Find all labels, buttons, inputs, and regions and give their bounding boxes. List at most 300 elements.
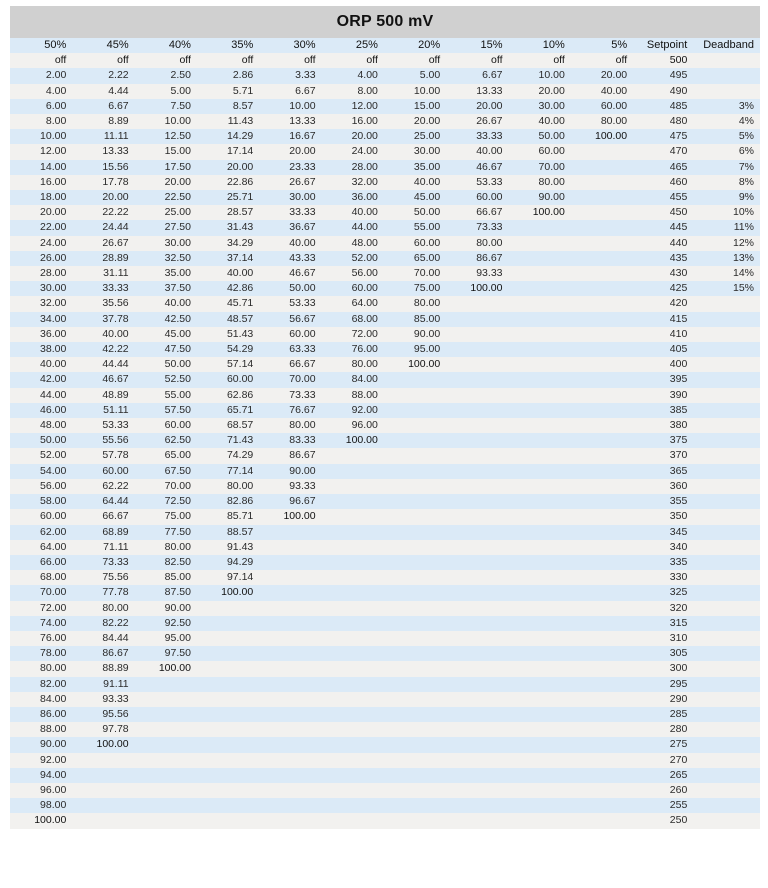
table-cell[interactable]: 310 — [633, 631, 693, 646]
table-cell[interactable] — [446, 768, 508, 783]
table-cell[interactable]: 50.00 — [135, 357, 197, 372]
table-cell[interactable]: 20.00 — [446, 99, 508, 114]
table-cell[interactable] — [509, 753, 571, 768]
table-cell[interactable]: 15.00 — [384, 99, 446, 114]
table-cell[interactable]: 325 — [633, 585, 693, 600]
table-cell[interactable]: 10.00 — [384, 84, 446, 99]
table-cell[interactable] — [571, 570, 633, 585]
table-cell[interactable] — [446, 464, 508, 479]
table-cell[interactable]: 8.57 — [197, 99, 259, 114]
table-cell[interactable]: 57.14 — [197, 357, 259, 372]
table-cell[interactable] — [384, 464, 446, 479]
table-cell[interactable]: 9% — [693, 190, 760, 205]
table-cell[interactable]: 80.00 — [197, 479, 259, 494]
table-cell[interactable]: 70.00 — [259, 372, 321, 387]
table-cell[interactable]: 435 — [633, 251, 693, 266]
table-cell[interactable] — [509, 813, 571, 828]
table-cell[interactable]: 22.86 — [197, 175, 259, 190]
table-cell[interactable] — [509, 768, 571, 783]
table-cell[interactable]: 53.33 — [446, 175, 508, 190]
table-cell[interactable]: 76.00 — [322, 342, 384, 357]
table-cell[interactable]: 46.00 — [10, 403, 72, 418]
table-cell[interactable]: 85.71 — [197, 509, 259, 524]
table-cell[interactable]: 58.00 — [10, 494, 72, 509]
table-cell[interactable]: 15.00 — [135, 144, 197, 159]
table-cell[interactable] — [446, 388, 508, 403]
table-cell[interactable]: 415 — [633, 312, 693, 327]
table-cell[interactable]: 14% — [693, 266, 760, 281]
table-cell[interactable]: 80.00 — [384, 296, 446, 311]
table-cell[interactable] — [446, 737, 508, 752]
table-cell[interactable] — [384, 540, 446, 555]
table-cell[interactable] — [509, 783, 571, 798]
table-cell[interactable]: 66.00 — [10, 555, 72, 570]
table-cell[interactable] — [322, 753, 384, 768]
table-cell[interactable]: 75.00 — [135, 509, 197, 524]
table-cell[interactable]: 72.50 — [135, 494, 197, 509]
table-cell[interactable]: 475 — [633, 129, 693, 144]
table-cell[interactable] — [259, 768, 321, 783]
table-cell[interactable] — [446, 357, 508, 372]
table-cell[interactable]: 40.00 — [72, 327, 134, 342]
table-cell[interactable] — [197, 707, 259, 722]
table-cell[interactable]: 44.44 — [72, 357, 134, 372]
table-cell[interactable]: 48.89 — [72, 388, 134, 403]
table-cell[interactable]: 76.00 — [10, 631, 72, 646]
table-cell[interactable] — [197, 753, 259, 768]
table-cell[interactable]: 5.00 — [384, 68, 446, 83]
table-cell[interactable] — [693, 84, 760, 99]
table-cell[interactable]: 57.78 — [72, 448, 134, 463]
table-cell[interactable]: 28.89 — [72, 251, 134, 266]
table-cell[interactable]: 90.00 — [135, 601, 197, 616]
table-cell[interactable]: 88.57 — [197, 525, 259, 540]
table-cell[interactable]: 72.00 — [10, 601, 72, 616]
table-cell[interactable]: 55.00 — [384, 220, 446, 235]
table-cell[interactable] — [693, 813, 760, 828]
table-cell[interactable]: 97.78 — [72, 722, 134, 737]
table-cell[interactable]: 400 — [633, 357, 693, 372]
table-cell[interactable]: 17.50 — [135, 160, 197, 175]
table-cell[interactable] — [693, 585, 760, 600]
table-cell[interactable]: 470 — [633, 144, 693, 159]
table-cell[interactable]: 330 — [633, 570, 693, 585]
table-cell[interactable]: 62.22 — [72, 479, 134, 494]
table-cell[interactable]: 84.00 — [10, 692, 72, 707]
table-cell[interactable]: 14.00 — [10, 160, 72, 175]
table-cell[interactable]: 74.29 — [197, 448, 259, 463]
table-cell[interactable] — [693, 677, 760, 692]
table-cell[interactable]: 10.00 — [259, 99, 321, 114]
table-cell[interactable] — [446, 661, 508, 676]
table-cell[interactable]: 100.00 — [322, 433, 384, 448]
table-cell[interactable] — [259, 540, 321, 555]
table-cell[interactable] — [571, 540, 633, 555]
table-cell[interactable] — [571, 357, 633, 372]
table-cell[interactable]: 2.86 — [197, 68, 259, 83]
table-cell[interactable] — [571, 342, 633, 357]
table-cell[interactable]: 11% — [693, 220, 760, 235]
table-cell[interactable]: 80.00 — [571, 114, 633, 129]
table-cell[interactable] — [693, 342, 760, 357]
table-cell[interactable] — [571, 737, 633, 752]
table-cell[interactable]: 40.00 — [135, 296, 197, 311]
table-cell[interactable]: 40.00 — [322, 205, 384, 220]
table-cell[interactable]: 7.50 — [135, 99, 197, 114]
table-cell[interactable]: 20.00 — [384, 114, 446, 129]
table-cell[interactable]: 84.44 — [72, 631, 134, 646]
table-cell[interactable]: 65.00 — [384, 251, 446, 266]
table-cell[interactable] — [571, 251, 633, 266]
table-cell[interactable]: 85.00 — [384, 312, 446, 327]
table-cell[interactable] — [509, 677, 571, 692]
table-cell[interactable]: 34.29 — [197, 236, 259, 251]
table-cell[interactable] — [384, 494, 446, 509]
table-cell[interactable] — [446, 601, 508, 616]
table-cell[interactable] — [72, 813, 134, 828]
table-cell[interactable] — [322, 540, 384, 555]
table-cell[interactable]: 93.33 — [259, 479, 321, 494]
table-cell[interactable] — [384, 555, 446, 570]
table-cell[interactable]: 86.00 — [10, 707, 72, 722]
table-cell[interactable]: off — [72, 53, 134, 68]
table-cell[interactable] — [446, 707, 508, 722]
table-cell[interactable]: 5.71 — [197, 84, 259, 99]
table-cell[interactable]: 340 — [633, 540, 693, 555]
table-cell[interactable] — [571, 266, 633, 281]
table-cell[interactable] — [384, 677, 446, 692]
table-cell[interactable] — [509, 296, 571, 311]
table-cell[interactable]: 45.71 — [197, 296, 259, 311]
table-cell[interactable]: 35.00 — [384, 160, 446, 175]
table-cell[interactable]: 68.57 — [197, 418, 259, 433]
table-cell[interactable]: 6.00 — [10, 99, 72, 114]
table-cell[interactable]: 445 — [633, 220, 693, 235]
table-cell[interactable]: 60.00 — [72, 464, 134, 479]
table-cell[interactable]: 32.50 — [135, 251, 197, 266]
table-cell[interactable]: 46.67 — [72, 372, 134, 387]
table-cell[interactable]: 490 — [633, 84, 693, 99]
table-cell[interactable]: 50.00 — [384, 205, 446, 220]
table-cell[interactable] — [571, 388, 633, 403]
table-cell[interactable] — [509, 357, 571, 372]
table-cell[interactable] — [509, 707, 571, 722]
table-cell[interactable] — [509, 722, 571, 737]
table-cell[interactable] — [322, 768, 384, 783]
table-cell[interactable]: 26.67 — [259, 175, 321, 190]
table-cell[interactable]: 360 — [633, 479, 693, 494]
table-cell[interactable]: 96.00 — [10, 783, 72, 798]
table-cell[interactable]: 36.00 — [10, 327, 72, 342]
table-cell[interactable] — [72, 798, 134, 813]
table-cell[interactable] — [509, 464, 571, 479]
table-cell[interactable] — [509, 661, 571, 676]
table-cell[interactable]: 62.86 — [197, 388, 259, 403]
table-cell[interactable] — [509, 281, 571, 296]
table-cell[interactable] — [197, 631, 259, 646]
table-cell[interactable] — [509, 631, 571, 646]
table-cell[interactable]: 36.00 — [322, 190, 384, 205]
table-cell[interactable]: 22.22 — [72, 205, 134, 220]
table-cell[interactable] — [384, 753, 446, 768]
table-cell[interactable]: 10.00 — [509, 68, 571, 83]
table-cell[interactable]: 20.00 — [197, 160, 259, 175]
table-cell[interactable] — [571, 677, 633, 692]
table-cell[interactable]: 100.00 — [72, 737, 134, 752]
table-cell[interactable]: 56.00 — [322, 266, 384, 281]
table-cell[interactable]: 64.44 — [72, 494, 134, 509]
table-cell[interactable]: 6% — [693, 144, 760, 159]
table-cell[interactable]: 460 — [633, 175, 693, 190]
table-cell[interactable]: 62.00 — [10, 525, 72, 540]
table-cell[interactable]: 85.00 — [135, 570, 197, 585]
table-cell[interactable] — [384, 448, 446, 463]
table-cell[interactable]: 53.33 — [259, 296, 321, 311]
table-cell[interactable]: 13.33 — [72, 144, 134, 159]
table-cell[interactable]: off — [322, 53, 384, 68]
table-cell[interactable]: 44.00 — [10, 388, 72, 403]
table-cell[interactable] — [509, 403, 571, 418]
table-cell[interactable]: 15.56 — [72, 160, 134, 175]
table-cell[interactable] — [384, 372, 446, 387]
table-cell[interactable]: 78.00 — [10, 646, 72, 661]
table-cell[interactable] — [446, 813, 508, 828]
table-cell[interactable]: 16.00 — [322, 114, 384, 129]
table-cell[interactable]: 60.00 — [259, 327, 321, 342]
table-cell[interactable] — [322, 783, 384, 798]
table-cell[interactable]: 36.67 — [259, 220, 321, 235]
table-cell[interactable]: 97.50 — [135, 646, 197, 661]
column-header-5pct[interactable]: 5% — [571, 38, 633, 53]
table-cell[interactable]: 60.00 — [571, 99, 633, 114]
table-cell[interactable]: 51.43 — [197, 327, 259, 342]
table-cell[interactable]: 30.00 — [509, 99, 571, 114]
table-cell[interactable]: 92.00 — [10, 753, 72, 768]
table-cell[interactable]: 95.00 — [384, 342, 446, 357]
table-cell[interactable]: off — [259, 53, 321, 68]
table-cell[interactable]: 46.67 — [446, 160, 508, 175]
table-cell[interactable]: 52.00 — [322, 251, 384, 266]
table-cell[interactable]: 97.14 — [197, 570, 259, 585]
table-cell[interactable]: 255 — [633, 798, 693, 813]
table-cell[interactable]: 20.00 — [571, 68, 633, 83]
table-cell[interactable]: 40.00 — [259, 236, 321, 251]
table-cell[interactable]: 80.00 — [135, 540, 197, 555]
table-cell[interactable]: 375 — [633, 433, 693, 448]
table-cell[interactable] — [135, 813, 197, 828]
table-cell[interactable]: 13.33 — [259, 114, 321, 129]
table-cell[interactable] — [322, 722, 384, 737]
table-cell[interactable] — [384, 616, 446, 631]
table-cell[interactable]: 66.67 — [72, 509, 134, 524]
table-cell[interactable] — [384, 661, 446, 676]
table-cell[interactable]: 15% — [693, 281, 760, 296]
table-cell[interactable]: 370 — [633, 448, 693, 463]
table-cell[interactable] — [446, 585, 508, 600]
table-cell[interactable] — [693, 296, 760, 311]
column-header-15pct[interactable]: 15% — [446, 38, 508, 53]
table-cell[interactable]: 74.00 — [10, 616, 72, 631]
table-cell[interactable] — [197, 601, 259, 616]
table-cell[interactable]: 50.00 — [10, 433, 72, 448]
table-cell[interactable] — [446, 327, 508, 342]
table-cell[interactable]: 42.22 — [72, 342, 134, 357]
table-cell[interactable] — [571, 631, 633, 646]
table-cell[interactable]: off — [384, 53, 446, 68]
table-cell[interactable] — [571, 601, 633, 616]
table-cell[interactable] — [72, 753, 134, 768]
table-cell[interactable] — [693, 783, 760, 798]
table-cell[interactable]: 20.00 — [322, 129, 384, 144]
table-cell[interactable]: 3.33 — [259, 68, 321, 83]
table-cell[interactable] — [259, 753, 321, 768]
table-cell[interactable] — [509, 494, 571, 509]
table-cell[interactable]: 30.00 — [384, 144, 446, 159]
table-cell[interactable]: 410 — [633, 327, 693, 342]
table-cell[interactable]: 55.56 — [72, 433, 134, 448]
table-cell[interactable]: 52.50 — [135, 372, 197, 387]
table-cell[interactable] — [322, 707, 384, 722]
table-cell[interactable] — [693, 768, 760, 783]
table-cell[interactable]: 4.44 — [72, 84, 134, 99]
table-cell[interactable] — [509, 540, 571, 555]
table-cell[interactable]: 52.00 — [10, 448, 72, 463]
table-cell[interactable]: 51.11 — [72, 403, 134, 418]
table-cell[interactable]: 88.00 — [322, 388, 384, 403]
table-cell[interactable] — [259, 631, 321, 646]
table-cell[interactable]: 33.33 — [259, 205, 321, 220]
table-cell[interactable]: 73.33 — [72, 555, 134, 570]
table-cell[interactable]: 83.33 — [259, 433, 321, 448]
table-cell[interactable] — [446, 403, 508, 418]
table-cell[interactable] — [446, 525, 508, 540]
table-cell[interactable] — [693, 448, 760, 463]
table-cell[interactable] — [571, 753, 633, 768]
table-cell[interactable]: 88.00 — [10, 722, 72, 737]
table-cell[interactable]: 75.00 — [384, 281, 446, 296]
table-cell[interactable]: 31.43 — [197, 220, 259, 235]
table-cell[interactable]: 100.00 — [446, 281, 508, 296]
table-cell[interactable]: 44.00 — [322, 220, 384, 235]
table-cell[interactable] — [571, 418, 633, 433]
table-cell[interactable] — [509, 570, 571, 585]
table-cell[interactable]: 38.00 — [10, 342, 72, 357]
table-cell[interactable] — [571, 555, 633, 570]
table-cell[interactable] — [446, 342, 508, 357]
table-cell[interactable] — [72, 768, 134, 783]
table-cell[interactable]: 100.00 — [259, 509, 321, 524]
table-cell[interactable] — [259, 813, 321, 828]
table-cell[interactable]: 86.67 — [446, 251, 508, 266]
table-cell[interactable] — [384, 707, 446, 722]
table-cell[interactable]: 37.14 — [197, 251, 259, 266]
table-cell[interactable] — [384, 433, 446, 448]
table-cell[interactable]: off — [135, 53, 197, 68]
table-cell[interactable] — [446, 722, 508, 737]
table-cell[interactable] — [259, 646, 321, 661]
table-cell[interactable]: 50.00 — [509, 129, 571, 144]
table-cell[interactable] — [693, 68, 760, 83]
table-cell[interactable]: 95.00 — [135, 631, 197, 646]
table-cell[interactable]: 8.00 — [10, 114, 72, 129]
table-cell[interactable] — [693, 372, 760, 387]
table-cell[interactable]: 280 — [633, 722, 693, 737]
table-cell[interactable] — [693, 464, 760, 479]
table-cell[interactable]: 60.00 — [446, 190, 508, 205]
table-cell[interactable] — [446, 494, 508, 509]
table-cell[interactable] — [322, 555, 384, 570]
table-cell[interactable] — [446, 753, 508, 768]
table-cell[interactable] — [384, 509, 446, 524]
table-cell[interactable] — [571, 312, 633, 327]
table-cell[interactable] — [509, 479, 571, 494]
table-cell[interactable]: 350 — [633, 509, 693, 524]
table-cell[interactable]: 260 — [633, 783, 693, 798]
table-cell[interactable]: 13.33 — [446, 84, 508, 99]
table-cell[interactable]: 70.00 — [509, 160, 571, 175]
column-header-45pct[interactable]: 45% — [72, 38, 134, 53]
table-cell[interactable]: 90.00 — [10, 737, 72, 752]
table-cell[interactable]: 82.00 — [10, 677, 72, 692]
table-cell[interactable]: 295 — [633, 677, 693, 692]
table-cell[interactable]: 2.00 — [10, 68, 72, 83]
table-cell[interactable] — [259, 737, 321, 752]
table-cell[interactable] — [446, 555, 508, 570]
column-header-20pct[interactable]: 20% — [384, 38, 446, 53]
table-cell[interactable] — [197, 661, 259, 676]
table-cell[interactable]: 95.56 — [72, 707, 134, 722]
table-cell[interactable] — [384, 570, 446, 585]
table-cell[interactable] — [693, 418, 760, 433]
table-cell[interactable]: 6.67 — [72, 99, 134, 114]
table-cell[interactable]: 68.00 — [322, 312, 384, 327]
table-cell[interactable] — [135, 677, 197, 692]
table-cell[interactable]: off — [509, 53, 571, 68]
table-cell[interactable] — [693, 312, 760, 327]
table-cell[interactable] — [384, 631, 446, 646]
table-cell[interactable]: 68.89 — [72, 525, 134, 540]
table-cell[interactable] — [446, 418, 508, 433]
column-header-deadband[interactable]: Deadband — [693, 38, 760, 53]
table-cell[interactable] — [446, 677, 508, 692]
table-cell[interactable]: 7% — [693, 160, 760, 175]
table-cell[interactable]: 12.00 — [10, 144, 72, 159]
table-cell[interactable]: 76.67 — [259, 403, 321, 418]
table-cell[interactable]: 26.00 — [10, 251, 72, 266]
table-cell[interactable] — [693, 646, 760, 661]
table-cell[interactable] — [446, 312, 508, 327]
table-cell[interactable] — [509, 220, 571, 235]
table-cell[interactable] — [693, 631, 760, 646]
table-cell[interactable] — [197, 813, 259, 828]
table-cell[interactable] — [135, 707, 197, 722]
table-cell[interactable] — [571, 220, 633, 235]
table-cell[interactable] — [571, 768, 633, 783]
table-cell[interactable]: 485 — [633, 99, 693, 114]
table-cell[interactable] — [571, 707, 633, 722]
table-cell[interactable]: 65.71 — [197, 403, 259, 418]
table-cell[interactable]: 73.33 — [259, 388, 321, 403]
table-cell[interactable]: 405 — [633, 342, 693, 357]
table-cell[interactable]: 54.29 — [197, 342, 259, 357]
table-cell[interactable]: 80.00 — [259, 418, 321, 433]
table-cell[interactable]: 365 — [633, 464, 693, 479]
table-cell[interactable] — [259, 585, 321, 600]
table-cell[interactable]: 56.67 — [259, 312, 321, 327]
table-cell[interactable] — [509, 312, 571, 327]
table-cell[interactable]: 2.50 — [135, 68, 197, 83]
table-cell[interactable]: 18.00 — [10, 190, 72, 205]
